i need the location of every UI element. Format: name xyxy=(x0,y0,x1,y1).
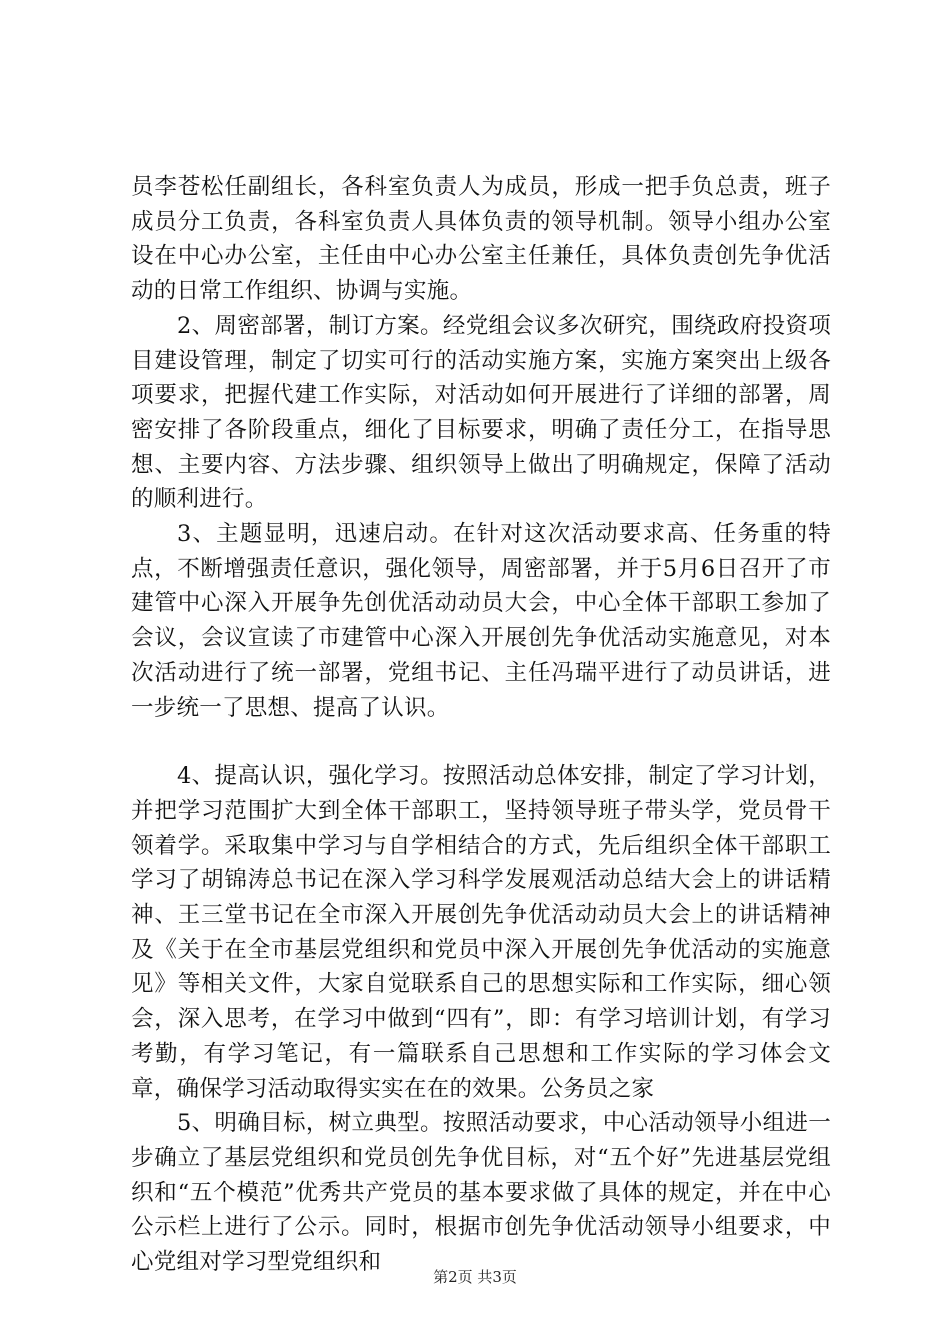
page-footer: 第2页 共3页 xyxy=(433,1268,517,1286)
paragraph-continuation: 员李苍松任副组长，各科室负责人为成员，形成一把手负总责，班子成员分工负责，各科室负责人具体负责的领导机制。领导小组办公室设在中心办公室，主任由中心办公室主任兼任，具体负责创先争优活动的日常工作组织、协调与实施。 xyxy=(131,174,831,305)
paragraph-item-4: 4、提高认识，强化学习。按照活动总体安排，制定了学习计划，并把学习范围扩大到全体干部职工，坚持领导班子带头学，党员骨干领着学。采取集中学习与自学相结合的方式，先后组织全体干部职工学习了胡锦涛总书记在深入学习科学发展观活动总结大会上的讲话精神、王三堂书记在全市深入开展创先争优活动动员大会上的讲话精神及《关于在全市基层党组织和党员中深入开展创先争优活动的实施意见》等相关文件，大家自觉联系自己的思想实际和工作实际，细心领会，深入思考，在学习中做到“四有”，即：有学习培训计划，有学习考勤，有学习笔记，有一篇联系自己思想和工作实际的学习体会文章，确保学习活动取得实实在在的效果。公务员之家 xyxy=(131,763,831,1102)
paragraph-item-5: 5、明确目标，树立典型。按照活动要求，中心活动领导小组进一步确立了基层党组织和党员创先争优目标，对“五个好”先进基层党组织和“五个模范”优秀共产党员的基本要求做了具体的规定，并在中心公示栏上进行了公示。同时，根据市创先争优活动领导小组要求，中心党组对学习型党组织和 xyxy=(131,1110,831,1276)
paragraph-item-3: 3、主题显明，迅速启动。在针对这次活动要求高、任务重的特点，不断增强责任意识，强化领导，周密部署，并于5月6日召开了市建管中心深入开展争先创优活动动员大会，中心全体干部职工参加了会议，会议宣读了市建管中心深入开展创先争优活动实施意见，对本次活动进行了统一部署，党组书记、主任冯瑞平进行了动员讲话，进一步统一了思想、提高了认识。 xyxy=(131,521,831,721)
document-body xyxy=(131,170,831,1280)
paragraph-item-2: 2、周密部署，制订方案。经党组会议多次研究，围绕政府投资项目建设管理，制定了切实可行的活动实施方案，实施方案突出上级各项要求，把握代建工作实际，对活动如何开展进行了详细的部署，周密安排了各阶段重点，细化了目标要求，明确了责任分工，在指导思想、主要内容、方法步骤、组织领导上做出了明确规定，保障了活动的顺利进行。 xyxy=(131,312,831,513)
paragraph-spacer xyxy=(131,725,831,759)
